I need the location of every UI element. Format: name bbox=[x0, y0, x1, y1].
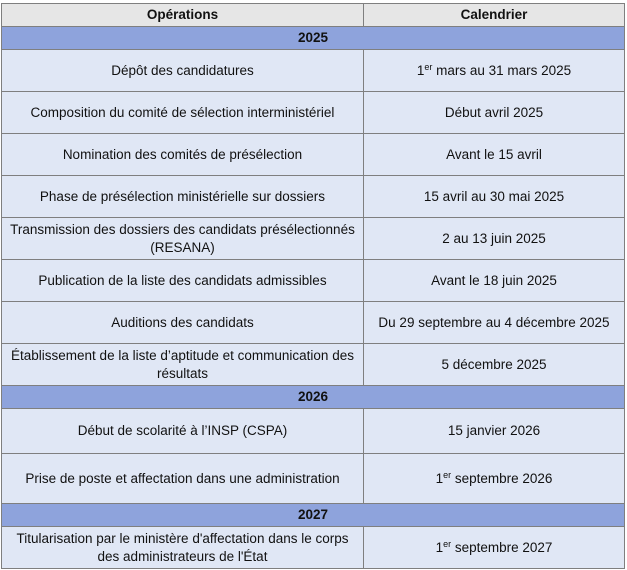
calendar-table bbox=[1, 3, 625, 569]
table-row bbox=[2, 409, 625, 454]
date-cell: 15 avril au 30 mai 2025 bbox=[364, 176, 625, 218]
year-row-2026 bbox=[2, 386, 625, 409]
date-cell: 1er mars au 31 mars 2025 bbox=[364, 50, 625, 92]
table-row bbox=[2, 218, 625, 260]
date-cell: 1er septembre 2027 bbox=[364, 527, 625, 569]
year-row-2027 bbox=[2, 504, 625, 527]
operation-cell: Publication de la liste des candidats admissibles bbox=[2, 260, 364, 302]
date-cell: Avant le 15 avril bbox=[364, 134, 625, 176]
date-cell: Avant le 18 juin 2025 bbox=[364, 260, 625, 302]
date-cell: Du 29 septembre au 4 décembre 2025 bbox=[364, 302, 625, 344]
header-operations: Opérations bbox=[2, 4, 364, 27]
year-label: 2027 bbox=[2, 504, 625, 527]
date-cell: 15 janvier 2026 bbox=[364, 409, 625, 454]
table-row bbox=[2, 92, 625, 134]
header-calendar: Calendrier bbox=[364, 4, 625, 27]
operation-cell: Titularisation par le ministère d'affectation dans le corps des administrateurs de l'État bbox=[2, 527, 364, 569]
date-cell: 2 au 13 juin 2025 bbox=[364, 218, 625, 260]
operation-cell: Auditions des candidats bbox=[2, 302, 364, 344]
table-row bbox=[2, 302, 625, 344]
year-row-2025 bbox=[2, 27, 625, 50]
operation-cell: Établissement de la liste d’aptitude et communication des résultats bbox=[2, 344, 364, 386]
operation-cell: Phase de présélection ministérielle sur dossiers bbox=[2, 176, 364, 218]
table-row bbox=[2, 176, 625, 218]
year-label: 2025 bbox=[2, 27, 625, 50]
operation-cell: Composition du comité de sélection interministériel bbox=[2, 92, 364, 134]
table-row bbox=[2, 454, 625, 504]
table-row bbox=[2, 50, 625, 92]
year-label: 2026 bbox=[2, 386, 625, 409]
table-row bbox=[2, 527, 625, 569]
date-cell: 5 décembre 2025 bbox=[364, 344, 625, 386]
operation-cell: Dépôt des candidatures bbox=[2, 50, 364, 92]
operation-cell: Nomination des comités de présélection bbox=[2, 134, 364, 176]
date-cell: Début avril 2025 bbox=[364, 92, 625, 134]
operation-cell: Début de scolarité à l’INSP (CSPA) bbox=[2, 409, 364, 454]
operation-cell: Transmission des dossiers des candidats présélectionnés (RESANA) bbox=[2, 218, 364, 260]
operation-cell: Prise de poste et affectation dans une administration bbox=[2, 454, 364, 504]
table-row bbox=[2, 344, 625, 386]
table-row bbox=[2, 134, 625, 176]
table-header-row bbox=[2, 4, 625, 27]
date-cell: 1er septembre 2026 bbox=[364, 454, 625, 504]
table-row bbox=[2, 260, 625, 302]
